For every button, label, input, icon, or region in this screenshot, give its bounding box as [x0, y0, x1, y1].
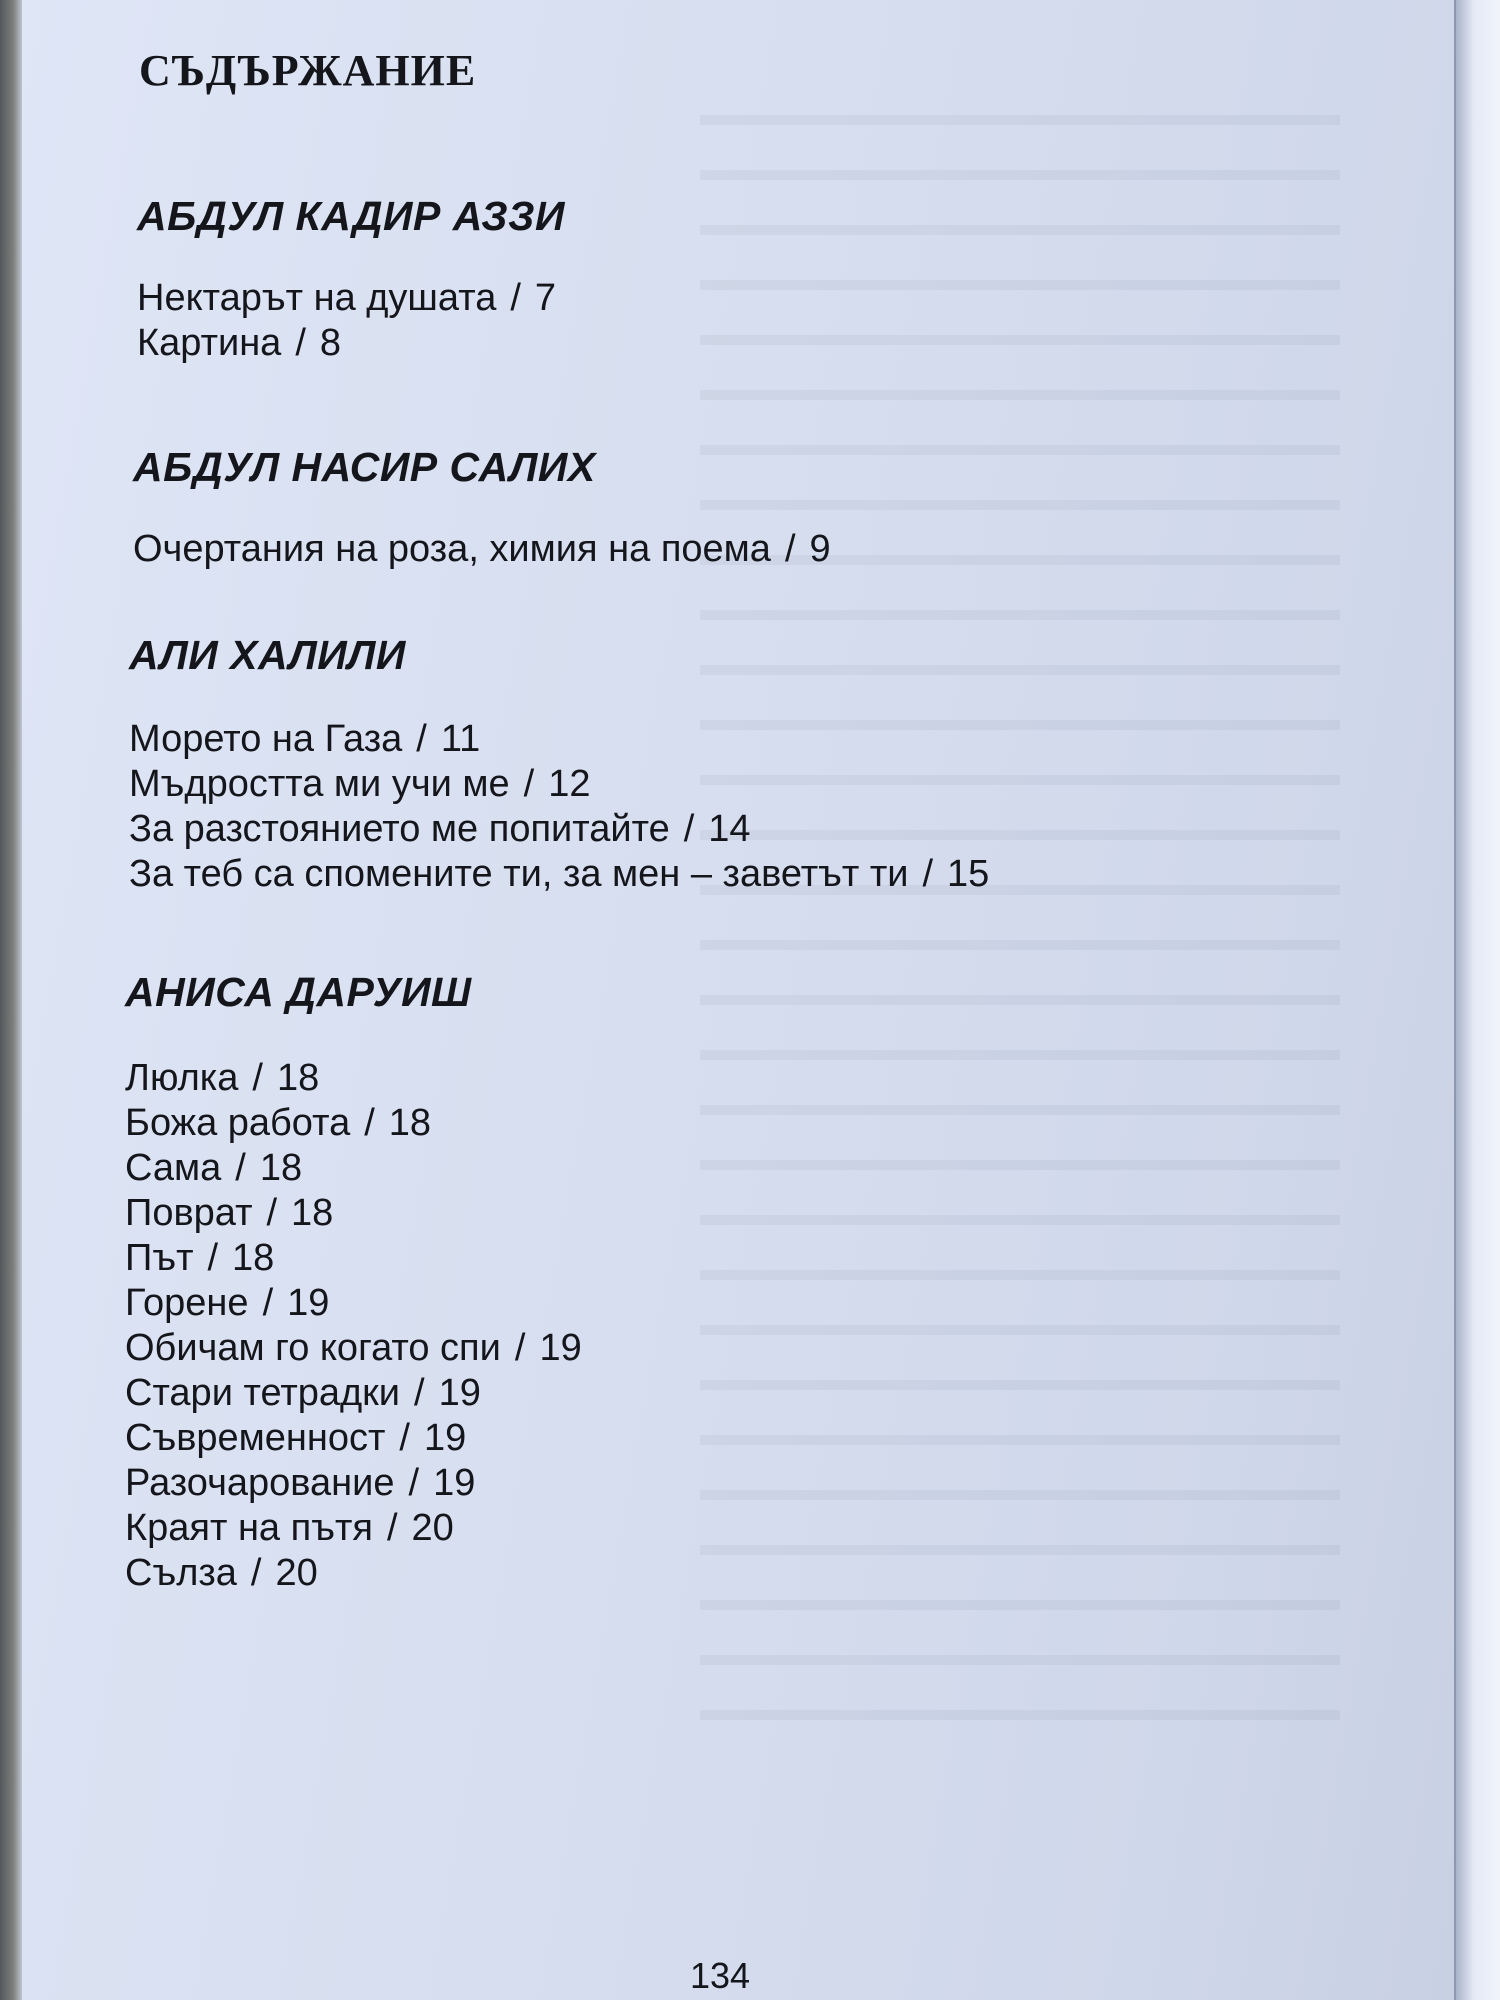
entry-page: 19: [438, 1372, 481, 1414]
entry-page: 19: [423, 1417, 467, 1459]
entry-list: [125, 1056, 1365, 1596]
entry-page: 18: [291, 1192, 334, 1234]
entry-separator: /: [386, 1507, 398, 1549]
author-name: АНИСА ДАРУИШ: [125, 969, 472, 1015]
entry-title: Разочарование: [125, 1462, 395, 1504]
entry-separator: /: [364, 1102, 375, 1144]
entry-list: [137, 276, 1365, 366]
entry-page: 8: [319, 322, 342, 364]
entry-title: Обичам го когато спи: [125, 1327, 501, 1369]
entry-separator: /: [408, 1462, 420, 1504]
toc-entry: [137, 321, 1365, 366]
table-of-contents: [125, 45, 1365, 1596]
entry-page: 9: [809, 528, 831, 570]
entry-separator: /: [523, 763, 535, 805]
entry-title: Люлка: [125, 1057, 239, 1099]
entry-page: 7: [534, 277, 557, 319]
toc-entry: [125, 1236, 1365, 1281]
entry-title: Поврат: [125, 1192, 253, 1234]
entry-separator: /: [784, 528, 796, 570]
entry-separator: /: [235, 1147, 246, 1189]
entry-title: Морето на Газа: [129, 718, 403, 760]
toc-section: [125, 969, 1365, 1596]
entry-page: 18: [388, 1102, 432, 1144]
entry-list: [133, 527, 1365, 572]
entry-separator: /: [416, 718, 427, 760]
toc-entry: [129, 762, 1365, 807]
entry-title: Нектарът на душата: [137, 277, 497, 319]
entry-separator: /: [414, 1372, 425, 1414]
entry-separator: /: [514, 1327, 526, 1369]
entry-title: Краят на пътя: [125, 1507, 373, 1549]
toc-entry: [125, 1191, 1365, 1236]
toc-title: СЪДЪРЖАНИЕ: [139, 46, 477, 95]
entry-page: 19: [433, 1462, 476, 1504]
entry-page: 14: [708, 808, 751, 850]
toc-section: [125, 632, 1365, 897]
entry-separator: /: [250, 1552, 262, 1594]
entry-title: Стари тетрадки: [125, 1372, 401, 1414]
entry-title: Сама: [125, 1147, 222, 1189]
author-name: АБДУЛ НАСИР САЛИХ: [133, 444, 596, 490]
author-name: АБДУЛ КАДИР АЗЗИ: [137, 193, 565, 239]
entry-page: 19: [287, 1282, 330, 1324]
entry-page: 18: [276, 1057, 320, 1099]
toc-entry: [129, 852, 1365, 897]
toc-entry: [133, 527, 1365, 572]
entry-title: Съвременност: [125, 1417, 386, 1459]
toc-entry: [125, 1506, 1365, 1551]
entry-page: 15: [947, 853, 990, 895]
toc-entry: [125, 1101, 1365, 1146]
toc-entry: [125, 1371, 1365, 1416]
entry-separator: /: [262, 1282, 274, 1324]
entry-separator: /: [922, 853, 934, 895]
entry-title: За разстоянието ме попитайте: [129, 808, 670, 850]
toc-entry: [129, 807, 1365, 852]
toc-entry: [137, 276, 1365, 321]
toc-entry: [125, 1326, 1365, 1371]
toc-entry: [125, 1551, 1365, 1596]
entry-separator: /: [510, 277, 521, 319]
entry-separator: /: [295, 322, 306, 364]
entry-separator: /: [399, 1417, 410, 1459]
entry-title: За теб са спомените ти, за мен – заветът ти: [129, 853, 909, 895]
entry-separator: /: [252, 1057, 263, 1099]
entry-title: Очертания на роза, химия на поема: [133, 528, 771, 570]
adjacent-page-edge: [1454, 0, 1500, 2000]
entry-separator: /: [207, 1237, 219, 1279]
toc-section: [125, 193, 1365, 366]
book-spine-edge: [0, 0, 22, 2000]
toc-entry: [125, 1056, 1365, 1101]
entry-list: [129, 717, 1365, 897]
toc-entry: [125, 1281, 1365, 1326]
entry-page: 11: [440, 718, 481, 760]
author-name: АЛИ ХАЛИЛИ: [129, 632, 406, 678]
entry-page: 18: [259, 1147, 303, 1189]
toc-entry: [129, 717, 1365, 762]
entry-title: Божа работа: [125, 1102, 351, 1144]
entry-title: Картина: [137, 322, 282, 364]
entry-title: Мъдростта ми учи ме: [129, 763, 510, 805]
entry-page: 20: [275, 1552, 318, 1594]
entry-title: Горене: [125, 1282, 249, 1324]
entry-title: Сълза: [125, 1552, 237, 1594]
entry-page: 12: [548, 763, 591, 805]
entry-title: Път: [125, 1237, 194, 1279]
entry-page: 20: [411, 1507, 454, 1549]
entry-separator: /: [266, 1192, 278, 1234]
toc-entry: [125, 1461, 1365, 1506]
entry-separator: /: [683, 808, 695, 850]
toc-entry: [125, 1146, 1365, 1191]
entry-page: 19: [539, 1327, 582, 1369]
entry-page: 18: [232, 1237, 275, 1279]
toc-section: [125, 444, 1365, 572]
toc-entry: [125, 1416, 1365, 1461]
page-number: 134: [689, 1955, 751, 1996]
